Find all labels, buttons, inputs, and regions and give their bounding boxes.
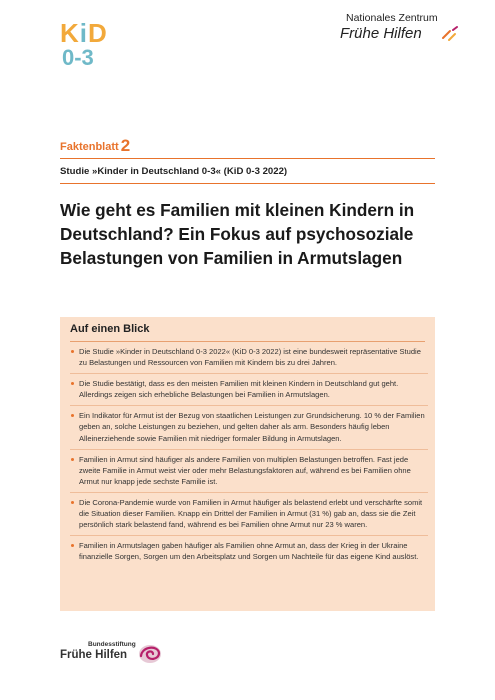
bullet-icon bbox=[71, 350, 74, 353]
faktenblatt-label: Faktenblatt 2 bbox=[60, 136, 131, 155]
list-item: Die Corona-Pandemie wurde von Familien in Armut häufiger als belastend erlebt und verschärfte somit die Situation dieser Familien. Knapp ein Drittel der Familien in Armut (31 %) gab an, dass sie die Zeit persönlich stark belastend fand, während es bei Familien ohne Armut nur 23 % waren. bbox=[70, 492, 428, 535]
bundesstiftung-logo bbox=[60, 640, 170, 672]
page-title: Wie geht es Familien mit kleinen Kindern in Deutschland? Ein Fokus auf psychosoziale Belastungen von Familien in Armutslagen bbox=[60, 200, 415, 268]
bundesstiftung-logo-line2: Frühe Hilfen bbox=[60, 649, 128, 661]
list-item: Ein Indikator für Armut ist der Bezug von staatlichen Leistungen zur Grundsicherung. 10 % der Familien geben an, solche Leistungen zu beziehen, und gelten daher als arm. Besonders häufig leben Alleinerziehende sowie Familien mit niedriger formaler Bildung in Armutslagen. bbox=[70, 405, 428, 448]
faktenblatt-number: 2 bbox=[120, 136, 131, 155]
bullet-icon bbox=[71, 501, 74, 504]
kid-logo: KiD 0-3 bbox=[60, 18, 108, 70]
list-item: Die Studie bestätigt, dass es den meisten Familien mit kleinen Kindern in Deutschland gut geht. Allerdings zeigen sich erhebliche Belastungen bei Familien in Armutslagen. bbox=[70, 373, 428, 405]
nzfh-logo-line1: Nationales Zentrum bbox=[346, 12, 438, 24]
nzfh-logo bbox=[340, 12, 460, 52]
list-item: Familien in Armutslagen gaben häufiger als Familien ohne Armut an, dass der Krieg in der Ukraine finanzielle Sorgen, Sorgen um den Arbeitsplatz und Sorgen um Nachteile für das eigene Kind auslöst. bbox=[70, 535, 428, 567]
bullet-icon bbox=[71, 544, 74, 547]
list-item: Familien in Armut sind häufiger als andere Familien von multiplen Belastungen betroffen. Fast jede zweite Familie in Armut weist vier oder mehr Belastungsfaktoren auf, während es bei Familien ohne Armut nur knapp jede sechste Familie ist. bbox=[70, 449, 428, 492]
bundesstiftung-logo-line1: Bundesstiftung bbox=[88, 641, 136, 648]
divider bbox=[70, 341, 425, 342]
sun-rays-icon bbox=[440, 24, 460, 44]
bullet-icon bbox=[71, 458, 74, 461]
bullet-icon bbox=[71, 382, 74, 385]
nzfh-logo-line2: Frühe Hilfen bbox=[340, 25, 422, 42]
swirl-icon bbox=[136, 642, 162, 664]
glance-list bbox=[70, 346, 428, 567]
glance-box bbox=[60, 317, 435, 611]
bullet-icon bbox=[71, 414, 74, 417]
glance-heading: Auf einen Blick bbox=[70, 323, 150, 335]
study-line: Studie »Kinder in Deutschland 0-3« (KiD 0-3 2022) bbox=[60, 166, 288, 177]
list-item: Die Studie »Kinder in Deutschland 0-3 2022« (KiD 0-3 2022) ist eine bundesweit repräsentative Studie zu Belastungen und Ressourcen von Familien mit Kindern bis zu drei Jahren. bbox=[70, 346, 428, 373]
divider bbox=[60, 183, 435, 184]
divider bbox=[60, 158, 435, 159]
